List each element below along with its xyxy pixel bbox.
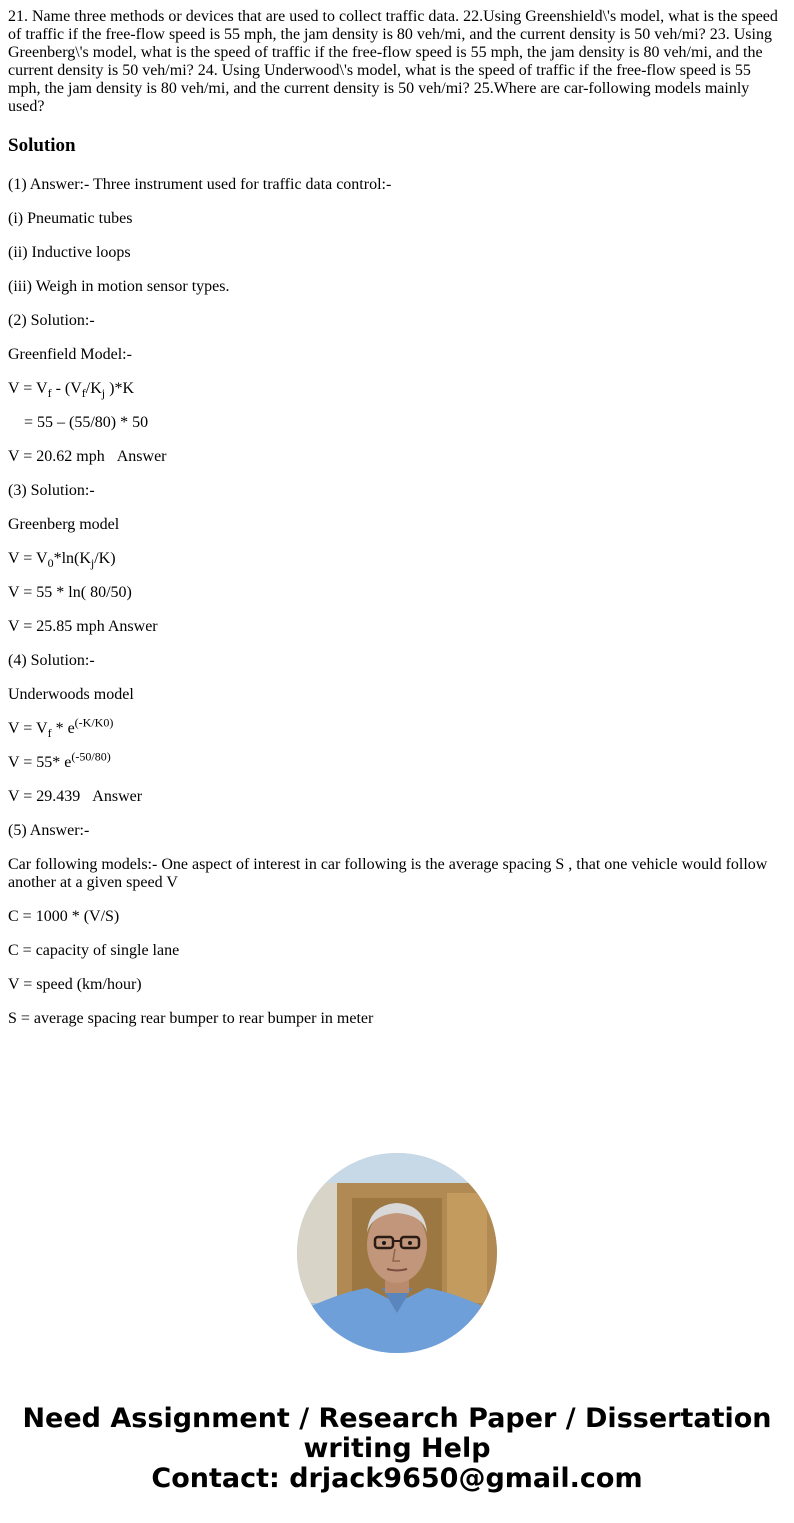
author-avatar — [297, 1153, 497, 1353]
answer3-substitution: V = 55 * ln( 80/50) — [8, 584, 132, 601]
answer4-model: Underwoods model — [8, 686, 134, 703]
answer3-heading: (3) Solution:- — [8, 482, 95, 499]
answer2-formula: $V = V_f - (V_f/K_j$ )*K — [8, 380, 135, 401]
answer5-heading: (5) Answer:- — [8, 822, 90, 839]
avatar-portrait-image — [297, 1153, 497, 1353]
banner-line: Need Assignment / Research Paper / Dissertation — [22, 1403, 772, 1434]
answer1-item: (iii) Weigh in motion sensor types. — [8, 278, 230, 295]
answer1-item: (ii) Inductive loops — [8, 244, 131, 261]
answer5-text: Car following models:- One aspect of interest in car following is the average spacing S , that one vehicle would follow another at a given speed V — [8, 856, 768, 891]
answer1-heading: (1) Answer:- Three instrument used for traffic data control:- — [8, 176, 392, 193]
answer4-formula: $V = V_f * e^{(-K/K0)}$ — [8, 715, 114, 741]
answer3-model: Greenberg model — [8, 516, 120, 533]
answer3-result: V = 25.85 mph Answer — [8, 618, 158, 635]
answer5-line: C = capacity of single lane — [8, 942, 180, 959]
answer4-substitution: V = 55* $e^{(-50/80)}$ — [8, 749, 111, 771]
answer4-result: V = 29.439 Answer — [8, 788, 143, 805]
answer1-item: (i) Pneumatic tubes — [8, 210, 133, 227]
answer5-line: C = 1000 * (V/S) — [8, 908, 120, 925]
contact-banner — [0, 1404, 794, 1494]
answer2-substitution: = 55 – (55/80) * 50 — [24, 414, 149, 431]
answer2-result: V = 20.62 mph Answer — [8, 448, 167, 465]
banner-line: writing Help — [303, 1433, 491, 1464]
answer2-heading: (2) Solution:- — [8, 312, 95, 329]
answer5-line: V = speed (km/hour) — [8, 976, 142, 993]
banner-contact: Contact: drjack9650@gmail.com — [151, 1463, 643, 1494]
answer4-heading: (4) Solution:- — [8, 652, 95, 669]
answer2-model: Greenfield Model:- — [8, 346, 132, 363]
answer3-formula: $V = V_0*\ln(K_j/K)$ — [8, 550, 116, 571]
question-text: 21. Name three methods or devices that are used to collect traffic data. 22.Using Greenshield\'s model, what is the speed of traffic if the free-flow speed is 55 mph, the jam density is 80 veh/mi, and the current density is 50 veh/mi? 23. Using Greenberg\'s model, what is the speed of traffic if the free-flow speed is 55 mph, the jam density is 80 veh/mi, and the current density is 50 veh/mi? 24. Using Underwood\'s model, what is the speed of traffic if the free-flow speed is 55 mph, the jam density is 80 veh/mi, and the current density is 50 veh/mi? 25.Where are car-following models mainly used? — [8, 8, 778, 115]
solution-heading: Solution — [8, 135, 76, 156]
answer5-line: S = average spacing rear bumper to rear bumper in meter — [8, 1010, 374, 1027]
